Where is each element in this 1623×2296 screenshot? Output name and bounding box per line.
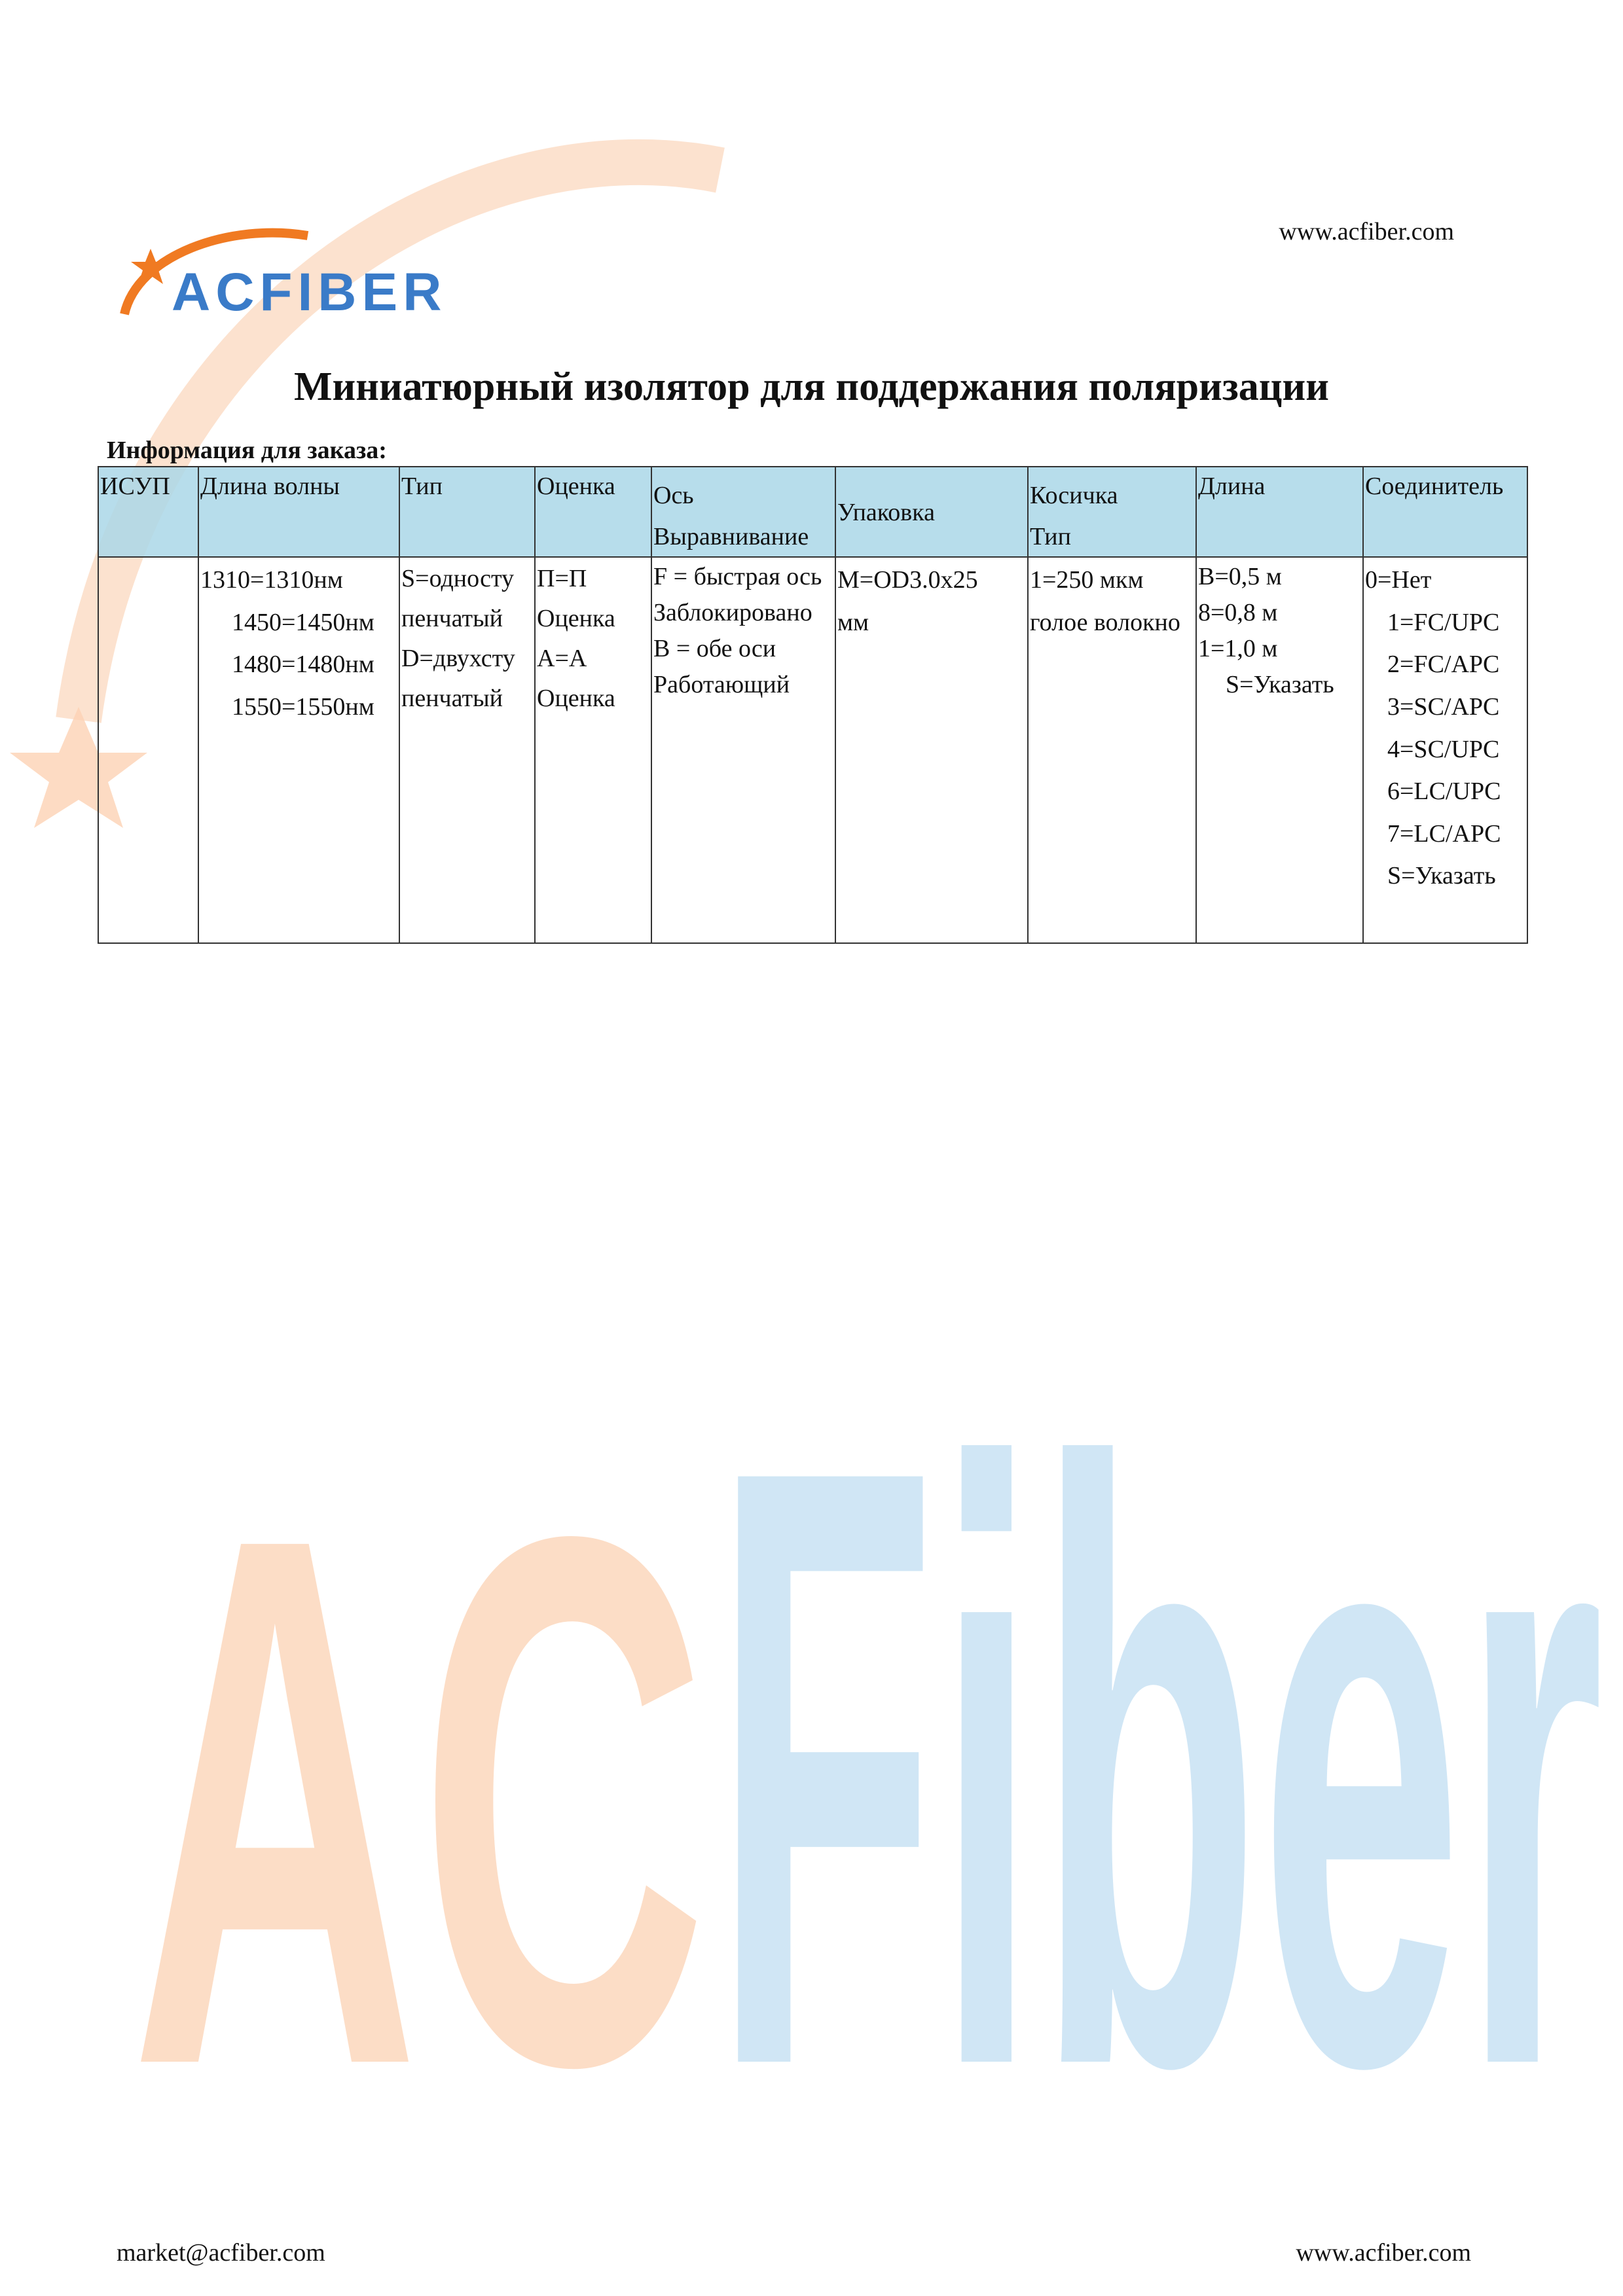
header-wavelength: Длина волны bbox=[198, 467, 399, 557]
cell-connector: 0=Нет 1=FC/UPC 2=FC/APC 3=SC/APC 4=SC/UPC 6=LC/UPC 7=LC/APC S=Указать bbox=[1363, 557, 1527, 943]
header-grade: Оценка bbox=[535, 467, 651, 557]
header-length: Длина bbox=[1196, 467, 1363, 557]
order-info-heading: Информация для заказа: bbox=[107, 437, 387, 464]
header-isup: ИСУП bbox=[98, 467, 198, 557]
cell-isup bbox=[98, 557, 198, 943]
logo-text: ACFIBER bbox=[172, 262, 447, 322]
page-title: Миниатюрный изолятор для поддержания поляризации bbox=[294, 365, 1329, 409]
header-package: Упаковка bbox=[835, 467, 1028, 557]
header-url[interactable]: www.acfiber.com bbox=[1279, 218, 1454, 245]
cell-grade: П=П Оценка A=A Оценка bbox=[535, 557, 651, 943]
footer-url[interactable]: www.acfiber.com bbox=[1296, 2239, 1471, 2267]
cell-pigtail-type: 1=250 мкм голое волокно bbox=[1028, 557, 1196, 943]
cell-wavelength: 1310=1310нм 1450=1450нм 1480=1480нм 1550=1550нм bbox=[198, 557, 399, 943]
cell-package: M=OD3.0x25 мм bbox=[835, 557, 1028, 943]
header-connector: Соединитель bbox=[1363, 467, 1527, 557]
table-header-row bbox=[98, 467, 1527, 557]
footer-email[interactable]: market@acfiber.com bbox=[117, 2239, 325, 2267]
cell-axis-alignment: F = быстрая ось Заблокировано B = обе оси Работающий bbox=[651, 557, 835, 943]
ordering-table bbox=[98, 466, 1528, 944]
watermark-ac: AC bbox=[131, 1380, 707, 2221]
header-axis-alignment: Ось Выравнивание bbox=[651, 467, 835, 557]
table-row bbox=[98, 557, 1527, 943]
cell-length: B=0,5 м 8=0,8 м 1=1,0 м S=Указать bbox=[1196, 557, 1363, 943]
header-type: Тип bbox=[399, 467, 535, 557]
cell-type: S=односту пенчатый D=двухсту пенчатый bbox=[399, 557, 535, 943]
watermark-fiber: Fiber bbox=[714, 1292, 1604, 2242]
header-pigtail-type: Косичка Тип bbox=[1028, 467, 1196, 557]
